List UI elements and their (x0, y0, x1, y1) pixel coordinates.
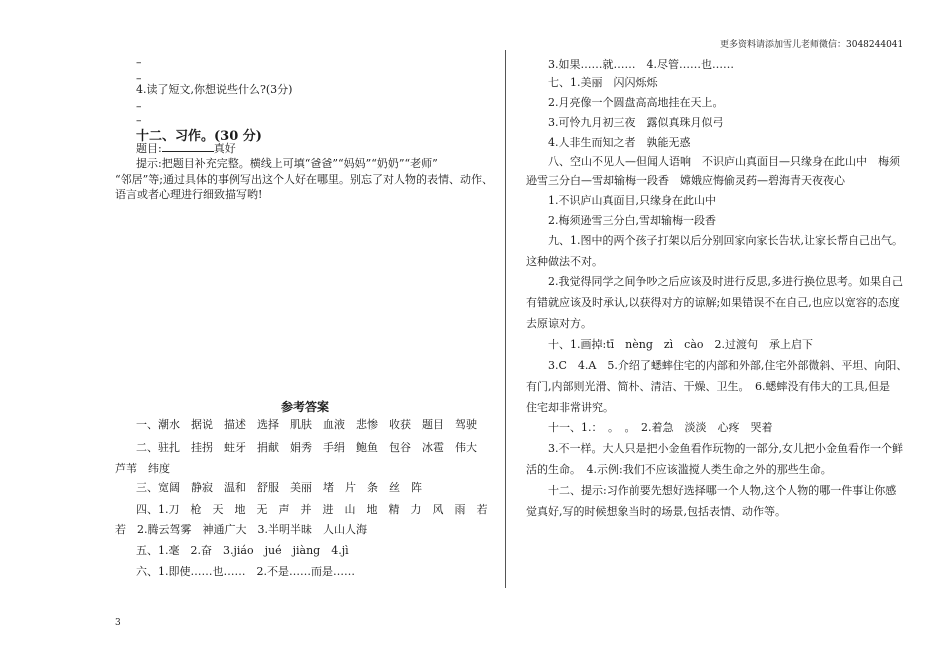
section-12-title: 十二、习作。(30 分) (136, 129, 262, 144)
topic-suffix: 真好 (213, 142, 236, 155)
answer-9-cont: 这种做法不对。 (526, 255, 603, 268)
answer-line: – (136, 56, 142, 69)
answer-9: 九、1.图中的两个孩子打架以后分别回家向家长告状,让家长帮自己出气。 (548, 234, 903, 247)
answer-line: 4.人非生而知之者 孰能无惑 (548, 136, 691, 149)
answer-line: 2.月亮像一个圆盘高高地挂在天上。 (548, 96, 724, 109)
header-note: 更多资料请添加雪儿老师微信：3048244041 (720, 40, 904, 50)
column-divider (505, 50, 506, 588)
answer-line: – (136, 100, 142, 113)
answer-11: 十一、1.： 。 。 2.着急 淡淡 心疼 哭着 (548, 421, 773, 434)
answer-2-cont: 芦苇 纬度 (115, 462, 170, 475)
answer-10: 十、1.画掉:tī nèng zì cào 2.过渡句 承上启下 (548, 338, 814, 351)
answer-6: 六、1.即使……也…… 2.不是……而是…… (136, 565, 355, 578)
answer-3: 三、宽阔 静寂 温和 舒服 美丽 堵 片 条 丝 阵 (136, 481, 422, 494)
answer-4-cont: 若 2.腾云驾雾 神通广大 3.半明半昧 人山人海 (115, 523, 367, 536)
hint-line: 语言或者心理进行细致描写哟! (115, 188, 263, 201)
topic-blank (162, 141, 214, 152)
answer-line: – (136, 114, 142, 127)
answer-line: – (136, 72, 142, 85)
answer-line: 3.C 4.A 5.介绍了蟋蟀住宅的内部和外部,住宅外部微斜、平坦、向阳、 (548, 359, 908, 372)
answer-line: 有错就应该及时承认,以获得对方的谅解;如果错误不在自己,也应以宽容的态度 (526, 296, 900, 309)
answer-line: 觉真好,写的时候想象当时的场景,包括表情、动作等。 (526, 505, 786, 518)
page-number: 3 (115, 618, 121, 628)
answer-5: 五、1.毫 2.奋 3.jiáo jué jiàng 4.jì (136, 544, 349, 557)
answer-line: 3.不一样。大人只是把小金鱼看作玩物的一部分,女儿把小金鱼看作一个鲜 (548, 442, 903, 455)
answer-line: 活的生命。 4.示例:我们不应该滥搅人类生命之外的那些生命。 (526, 463, 832, 476)
hint-line: “邻居”等;通过具体的事例写出这个人好在哪里。别忘了对人物的表情、动作、 (115, 173, 493, 186)
answer-line: 3.如果……就…… 4.尽管……也…… (548, 58, 734, 71)
answer-12: 十二、提示:习作前要先想好选择哪一个人物,这个人物的哪一件事让你感 (548, 484, 897, 497)
answer-line: 有门,内部则光滑、简朴、清洁、干燥、卫生。 6.蟋蟀没有伟大的工具,但是 (526, 380, 890, 393)
answer-line: 1.不识庐山真面目,只缘身在此山中 (548, 194, 716, 207)
answer-8-cont: 逊雪三分白—雪却输梅一段香 嫦娥应悔偷灵药—碧海青天夜夜心 (526, 174, 845, 187)
answer-8: 八、空山不见人—但闻人语响 不识庐山真面目—只缘身在此山中 梅须 (548, 155, 900, 168)
answer-line: 住宅却非常讲究。 (526, 401, 614, 414)
topic-prefix: 题目: (136, 142, 162, 155)
answer-2: 二、驻扎 挂拐 蛀牙 捐献 娟秀 手绢 鲍鱼 包谷 冰雹 伟大 (136, 441, 477, 454)
answer-line: 2.我觉得同学之间争吵之后应该及时进行反思,多进行换位思考。如果自己 (548, 275, 903, 288)
answer-1: 一、潮水 据说 描述 选择 肌肤 血液 悲惨 收获 题目 驾驶 (136, 418, 477, 431)
essay-topic (136, 141, 236, 156)
answer-line: 去原谅对方。 (526, 317, 592, 330)
answer-4: 四、1.刀 枪 天 地 无 声 并 进 山 地 精 力 风 雨 若 (136, 503, 488, 516)
answer-line: 2.梅须逊雪三分白,雪却输梅一段香 (548, 214, 716, 227)
answer-7: 七、1.美丽 闪闪烁烁 (548, 76, 658, 89)
answers-title: 参考答案 (281, 400, 330, 414)
answer-line: 3.可怜九月初三夜 露似真珠月似弓 (548, 116, 724, 129)
question-4: 4.读了短文,你想说些什么?(3分) (136, 83, 293, 96)
hint-line: 提示:把题目补充完整。横线上可填“爸爸”“妈妈”“奶奶”“老师” (136, 157, 438, 170)
